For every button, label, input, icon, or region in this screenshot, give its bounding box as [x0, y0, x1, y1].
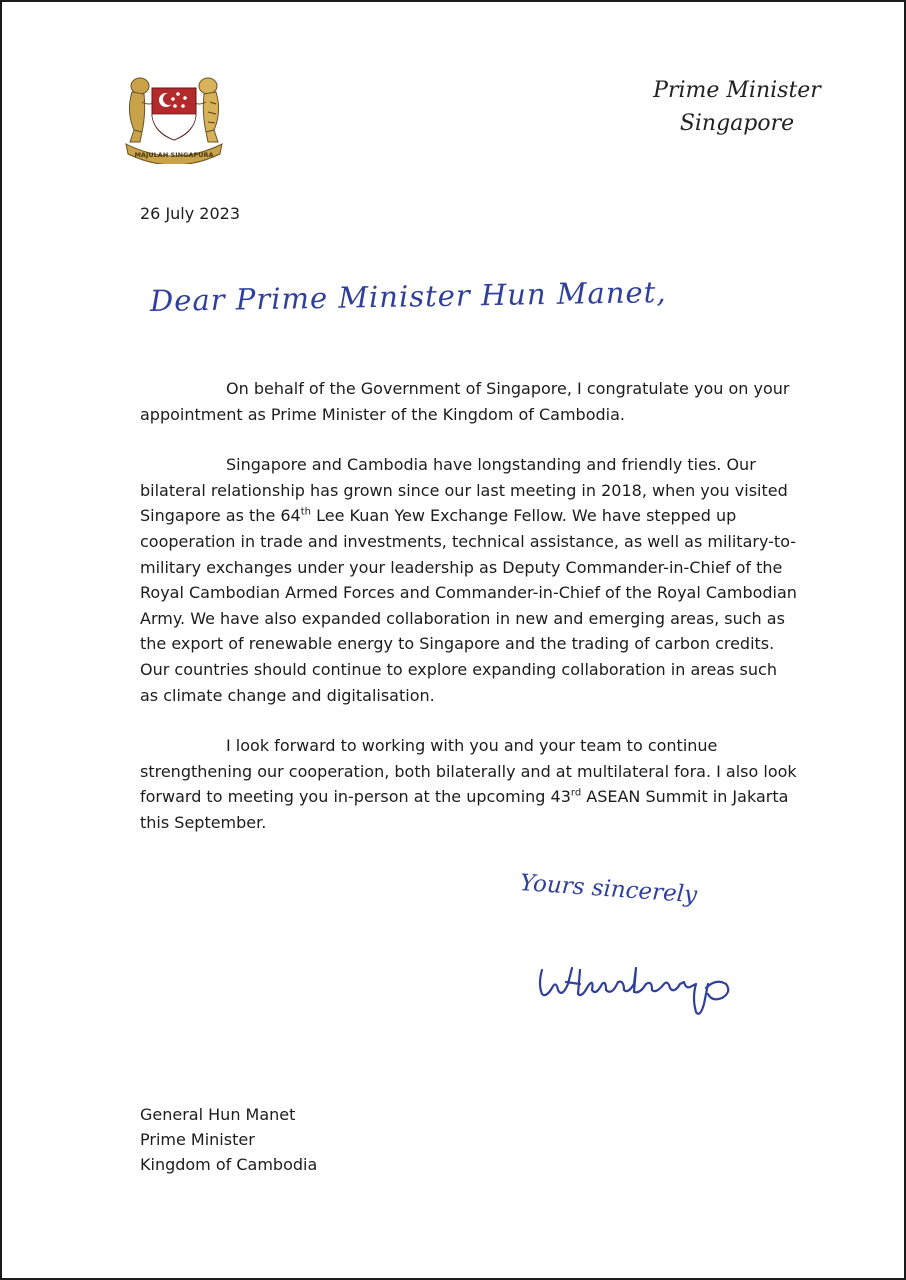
ordinal-suffix: th — [300, 507, 311, 519]
singapore-coat-of-arms-icon — [120, 72, 228, 164]
paragraph-3-text-a: I look forward to working with you and your team to continue strengthening our cooperation, both bilaterally and at multilateral fora. I also look forward to meeting you in-person at the upcoming 43 — [140, 736, 797, 807]
paragraph-3 — [140, 733, 800, 835]
addressee-name: General Hun Manet — [140, 1105, 296, 1124]
letter-date: 26 July 2023 — [140, 204, 241, 223]
office-line-2: Singapore — [679, 111, 795, 136]
paragraph-2-text-b: Lee Kuan Yew Exchange Fellow. We have stepped up cooperation in trade and investments, technical assistance, as well as military-to-military exchanges under your leadership as Deputy Commander-in-Chief of the Royal Cambodian Armed Forces and Commander-in-Chief of the Royal Cambodian Army. We have also expanded collaboration in new and emerging areas, such as the export of renewable energy to Singapore and the trading of carbon credits. Our countries should continue to explore expanding collaboration in areas such as climate change and digitalisation. — [140, 506, 797, 705]
closing: Yours sincerely — [519, 870, 698, 909]
salutation: Dear Prime Minister Hun Manet, — [149, 274, 667, 318]
paragraph-1-text: On behalf of the Government of Singapore, I congratulate you on your appointment as Prime Minister of the Kingdom of Cambodia. — [140, 379, 790, 424]
paragraph-3-text-b: ASEAN Summit in Jakarta this September. — [140, 787, 789, 832]
paragraph-2 — [140, 452, 800, 708]
addressee-country: Kingdom of Cambodia — [140, 1155, 318, 1174]
addressee-block — [140, 1102, 317, 1177]
ordinal-suffix: rd — [570, 787, 582, 799]
signature-icon — [536, 954, 746, 1034]
office-designation — [622, 74, 852, 140]
addressee-title: Prime Minister — [140, 1130, 255, 1149]
paragraph-2-text-a: Singapore and Cambodia have longstanding and friendly ties. Our bilateral relationship has grown since our last meeting in 2018, when you visited Singapore as the 64 — [140, 455, 788, 526]
paragraph-1 — [140, 376, 800, 427]
letter-body — [140, 376, 800, 861]
office-line-1: Prime Minister — [653, 78, 821, 103]
crest-motto: MAJULAH SINGAPURA — [134, 151, 214, 159]
